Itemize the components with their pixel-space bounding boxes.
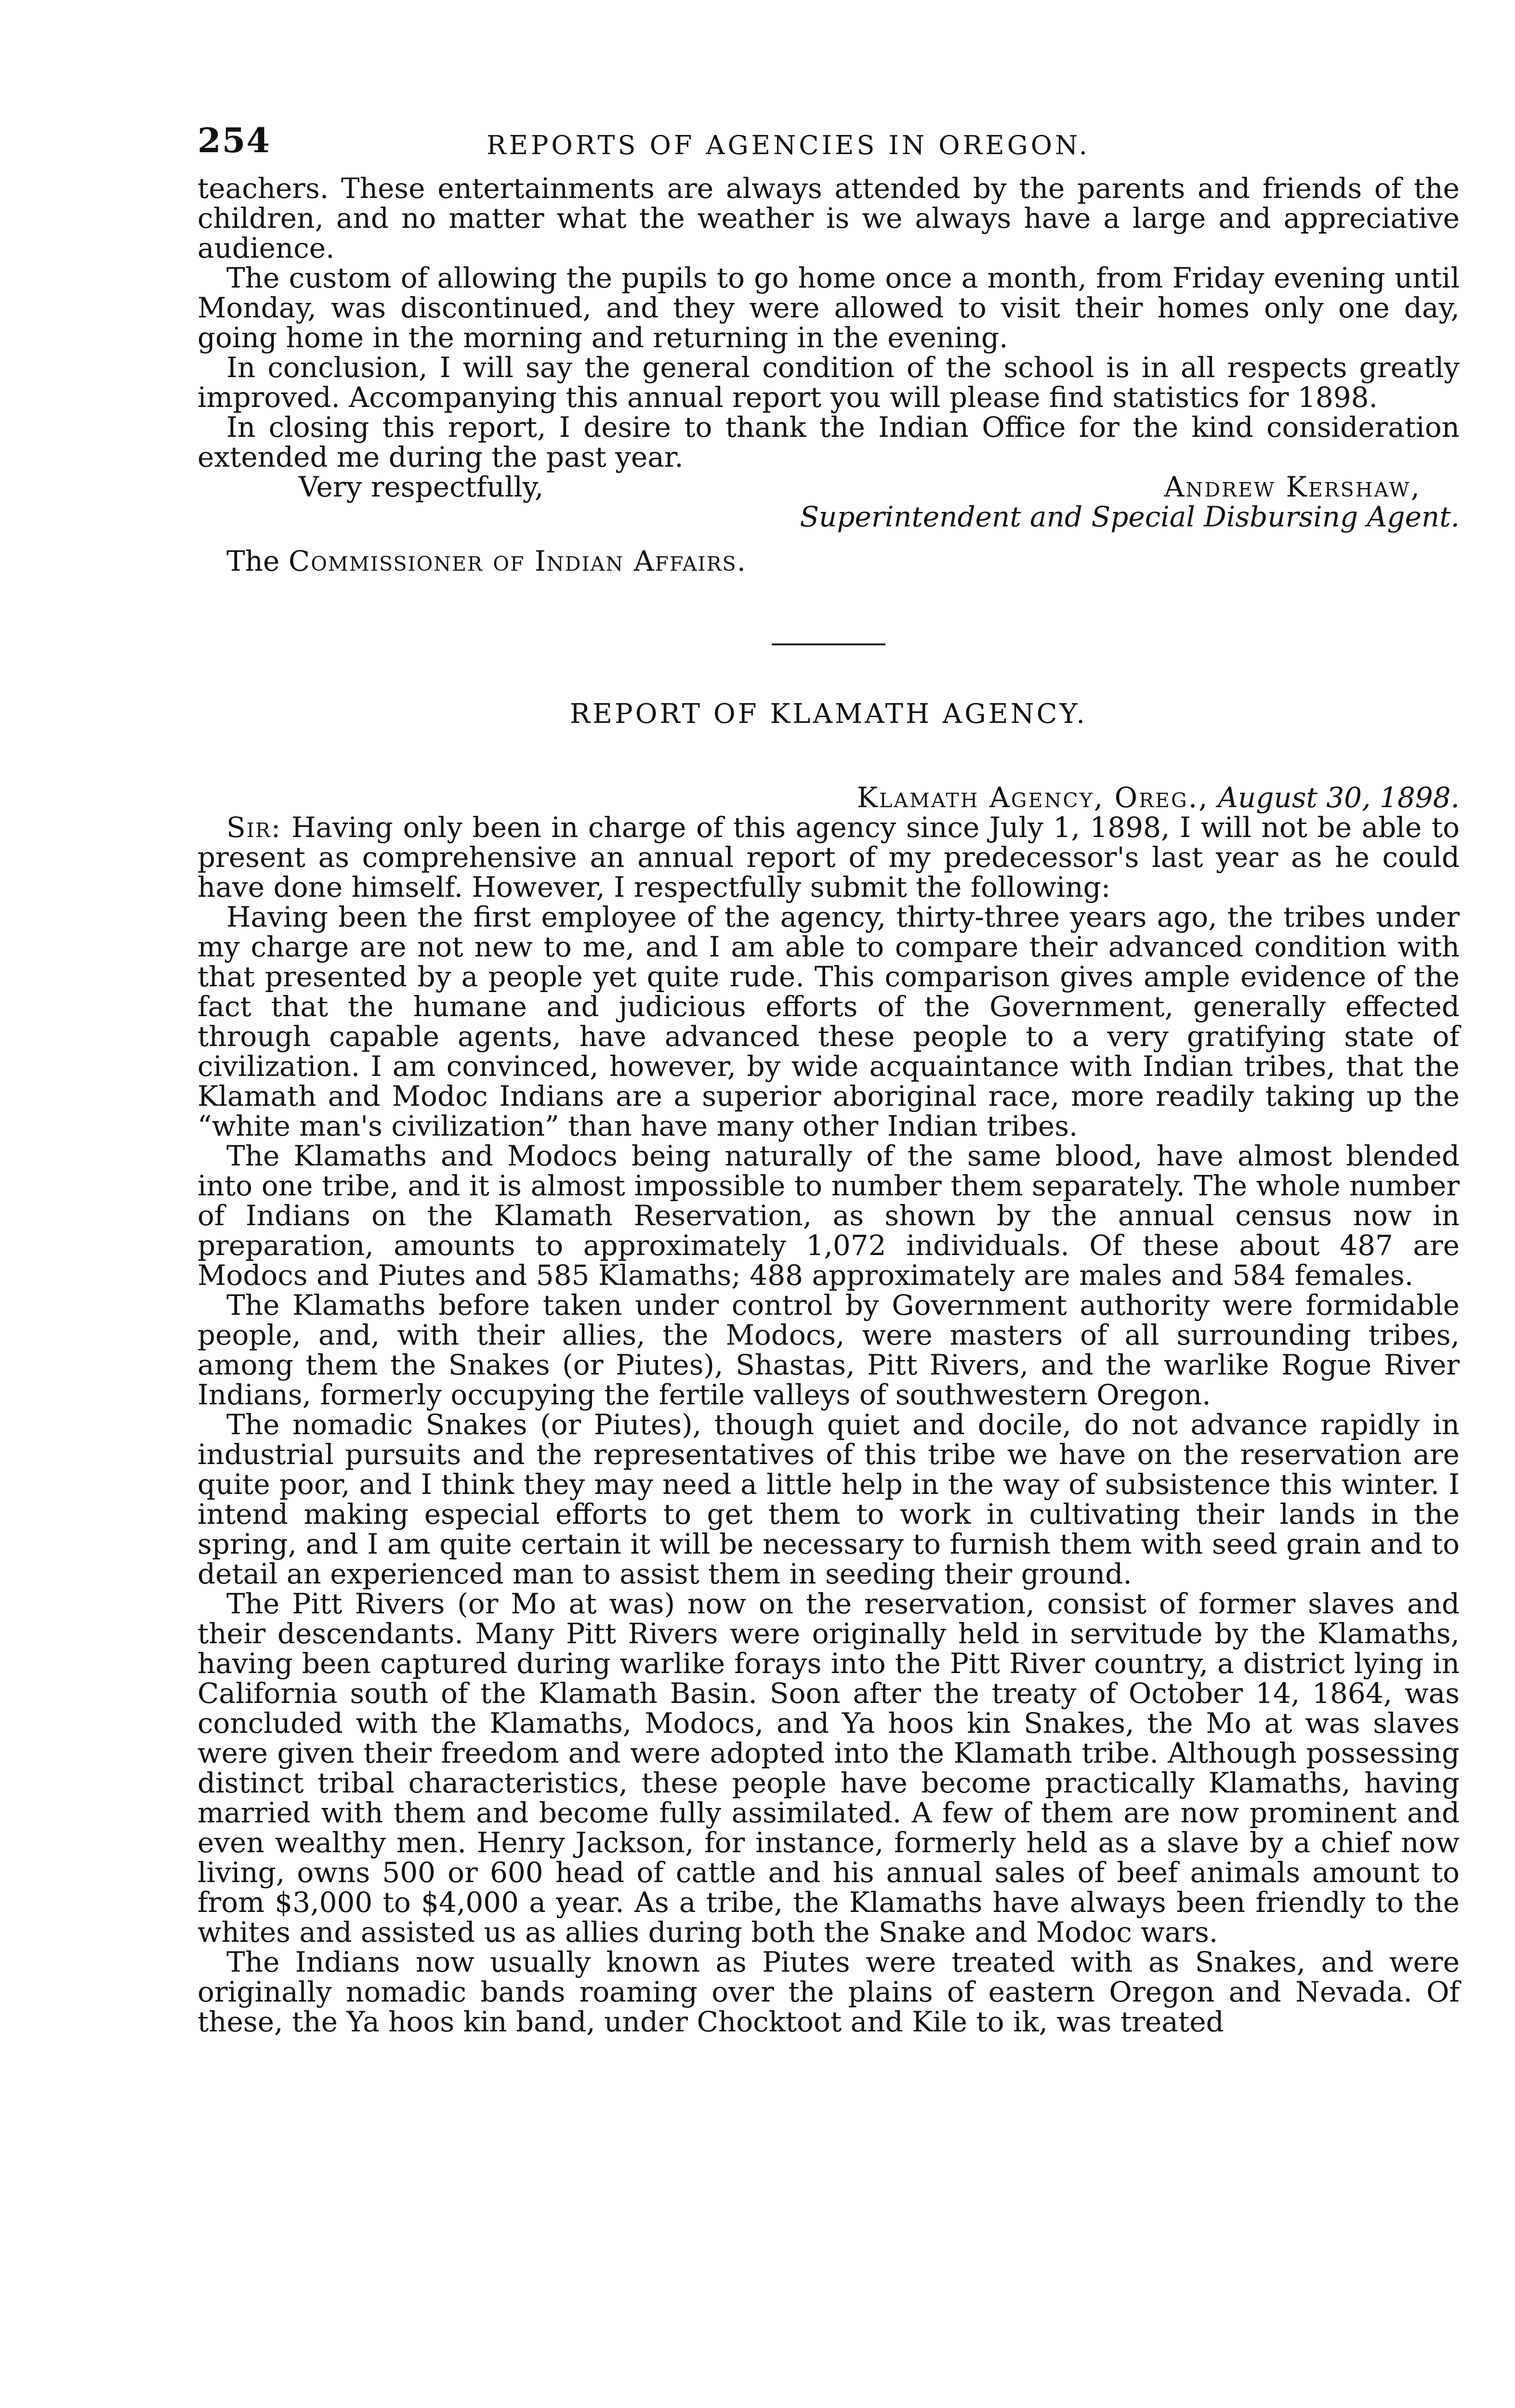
closing: Very respectfully, [299,471,544,503]
addressee-name: Commissioner of Indian Affairs. [288,545,747,577]
paragraph: The Klamaths and Modocs being naturally of the same blood, have almost blended into one tribe, and it is almost impossible to number them separately. The whole number of Indians on the Klamath Reservation, as shown by the annual census now in preparation, amounts to approximately 1,072 individuals. Of these about 487 are Modocs and Piutes and 585 Klamaths; 488 approximately are males and 584 females. [198,1139,1460,1292]
section-title: REPORT OF KLAMATH AGENCY. [569,698,1088,730]
paragraph: Having been the first employee of the agency, thirty-three years ago, the tribes under my charge are not new to me, and I am able to compare their advanced condition with that presented by a people yet quite rude. This comparison gives ample evidence of the fact that the humane and judicious efforts of the Government, generally effected through capable agents, have advanced these people to a very gratifying state of civilization. I am convinced, however, by wide acquaintance with Indian tribes, that the Klamath and Modoc Indians are a superior aboriginal race, more readily taking up the “white man's civilization” than have many other Indian tribes. [198,901,1460,1142]
paragraph [198,812,1460,902]
paragraph: The Indians now usually known as Piutes were treated with as Snakes, and were originally nomadic bands roaming over the plains of eastern Oregon and Nevada. Of these, the Ya hoos kin band, under Chocktoot and Kile to ik, was treated [198,1946,1460,2038]
addressee [198,546,1460,576]
addressee-prefix: The [226,545,280,577]
signature-block [198,472,1460,502]
paragraph: teachers. These entertainments are always attended by the parents and friends of the children, and no matter what the weather is we always have a large and appreciative audience. [198,172,1460,264]
paragraph: The custom of allowing the pupils to go home once a month, from Friday evening until Monday, was discontinued, and they were allowed to visit their homes only one day, going home in the morning and returning in the evening. [198,262,1460,354]
salutation: Sir: [226,811,282,844]
paragraph: In closing this report, I desire to thank the Indian Office for the kind consideration extended me during the past year. [198,411,1460,473]
running-head [198,120,1460,173]
running-title: REPORTS OF AGENCIES IN OREGON. [487,130,1090,160]
dateline-place: Klamath Agency, Oreg., [856,781,1209,814]
dateline-date: August 30, 1898. [1218,781,1460,814]
section-divider [772,643,885,645]
paragraph-text: Having only been in charge of this agency since July 1, 1898, I will not be able to present as comprehensive an annual report of my predecessor's last year as he could have done himself. However, I respectfully submit the following: [198,811,1460,903]
klamath-report-body [198,812,1460,2037]
dateline [198,783,1460,812]
page-number: 254 [198,120,271,160]
page [198,120,1460,2037]
paragraph: The Klamaths before taken under control by Government authority were formidable people, and, with their allies, the Modocs, were masters of all surrounding tribes, among them the Snakes (or Piutes), Shastas, Pitt Rivers, and the warlike Rogue River Indians, formerly occupying the fertile valleys of southwestern Oregon. [198,1289,1460,1411]
first-report-body [198,173,1460,472]
signer-name: Andrew Kershaw, [1164,471,1421,503]
signer-title: Superintendent and Special Disbursing Agent. [800,500,1460,533]
paragraph: The nomadic Snakes (or Piutes), though quiet and docile, do not advance rapidly in industrial pursuits and the representatives of this tribe we have on the reservation are quite poor, and I think they may need a little help in the way of subsistence this winter. I intend making especial efforts to get them to work in cultivating their lands in the spring, and I am quite certain it will be necessary to furnish them with seed grain and to detail an experienced man to assist them in seeding their ground. [198,1408,1460,1590]
paragraph: In conclusion, I will say the general condition of the school is in all respects greatly improved. Accompanying this annual report you will please find statistics for 1898. [198,351,1460,414]
paragraph: The Pitt Rivers (or Mo at was) now on the reservation, consist of former slaves and their descendants. Many Pitt Rivers were originally held in servitude by the Klamaths, having been captured during warlike forays into the Pitt River country, a district lying in California south of the Klamath Basin. Soon after the treaty of October 14, 1864, was concluded with the Klamaths, Modocs, and Ya hoos kin Snakes, the Mo at was slaves were given their freedom and were adopted into the Klamath tribe. Although possessing distinct tribal characteristics, these people have become practically Klamaths, having married with them and become fully assimilated. A few of them are now prominent and even wealthy men. Henry Jackson, for instance, formerly held as a slave by a chief now living, owns 500 or 600 head of cattle and his annual sales of beef animals amount to from $3,000 to $4,000 a year. As a tribe, the Klamaths have always been friendly to the whites and assisted us as allies during both the Snake and Modoc wars. [198,1587,1460,1949]
